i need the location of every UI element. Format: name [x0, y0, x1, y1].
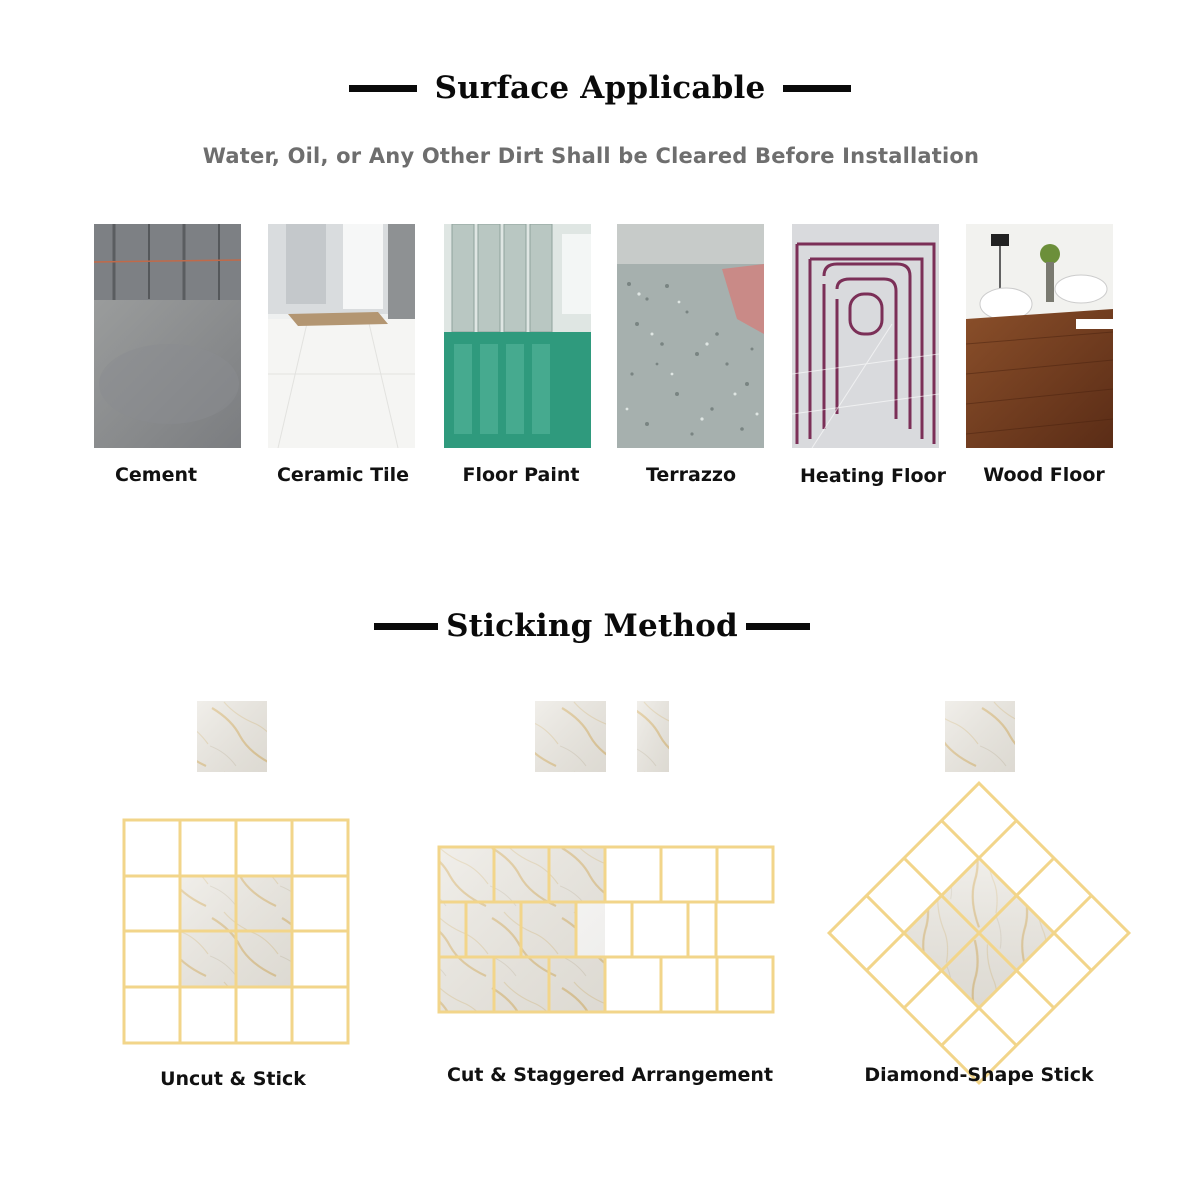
sample-tile-half — [637, 701, 669, 772]
surface-subtitle: Water, Oil, or Any Other Dirt Shall be Cleared Before Installation — [202, 144, 980, 168]
method-label-uncut-stick: Uncut & Stick — [160, 1068, 306, 1090]
surface-applicable-title: Surface Applicable — [434, 70, 766, 106]
sample-tile-uncut — [197, 701, 267, 772]
surface-label-wood-floor: Wood Floor — [983, 464, 1105, 486]
surface-label-terrazzo: Terrazzo — [645, 464, 737, 486]
method-label-staggered: Cut & Staggered Arrangement — [446, 1064, 774, 1086]
staggered-diagram — [439, 847, 773, 1012]
sample-tile-diamond — [945, 701, 1015, 772]
surface-label-ceramic-tile: Ceramic Tile — [276, 464, 410, 486]
sticking-method-title: Sticking Method — [446, 608, 738, 644]
surface-label-floor-paint: Floor Paint — [462, 464, 580, 486]
surface-label-cement: Cement — [114, 464, 198, 486]
diamond-stick-diagram — [829, 783, 1129, 1083]
surface-label-heating-floor: Heating Floor — [800, 465, 946, 487]
sample-tile-full — [535, 701, 606, 772]
uncut-stick-diagram — [124, 820, 348, 1043]
method-label-diamond: Diamond-Shape Stick — [864, 1064, 1094, 1086]
